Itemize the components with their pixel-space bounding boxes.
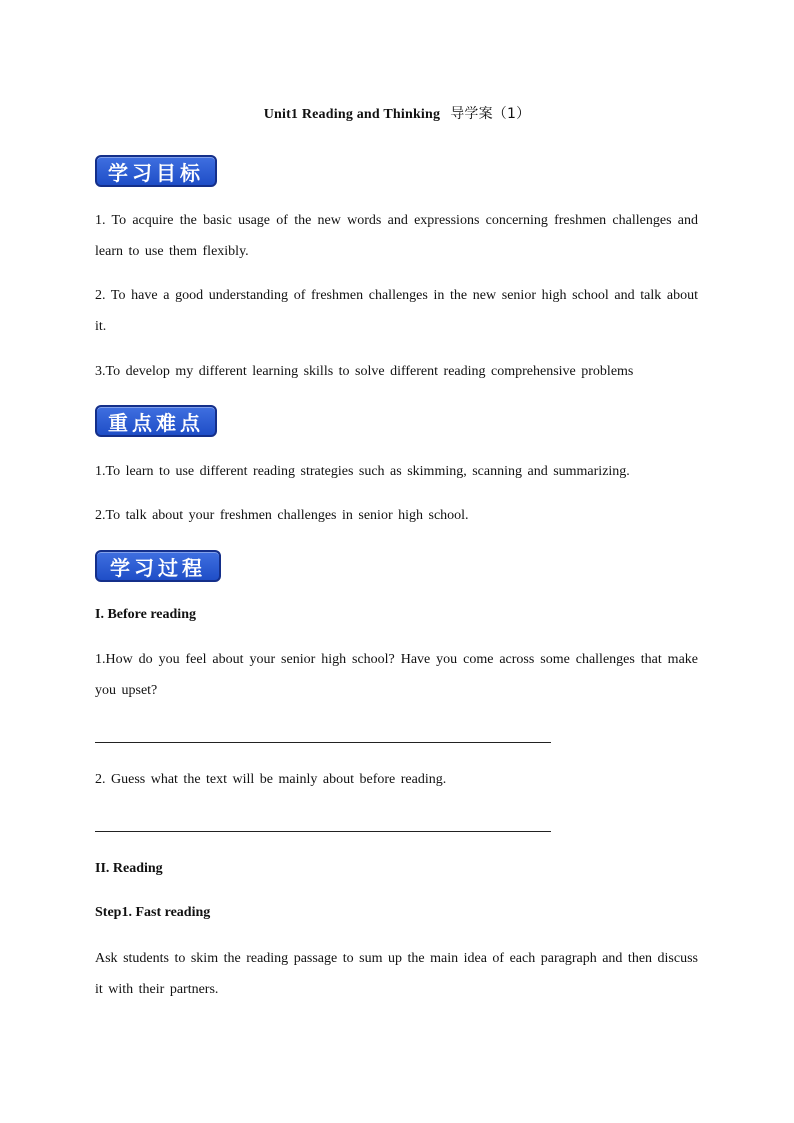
- before-reading-heading: I. Before reading: [95, 607, 196, 622]
- reading-instruction: Ask students to skim the reading passage to sum up the main idea of each paragraph and then discuss it with their partners.: [95, 951, 698, 997]
- question-1: 1.How do you feel about your senior high school? Have you come across some challenges that make you upset?: [95, 652, 698, 698]
- key-points-badge: 重点难点: [95, 405, 217, 437]
- objective-2: 2. To have a good understanding of freshmen challenges in the new senior high school and talk about it.: [95, 288, 698, 334]
- document-title: [0, 103, 794, 123]
- title-chinese: 导学案（1）: [450, 106, 531, 122]
- answer-line-1[interactable]: [95, 742, 551, 743]
- step1-heading: Step1. Fast reading: [95, 905, 211, 920]
- objectives-badge: 学习目标: [95, 155, 217, 187]
- question-2: 2. Guess what the text will be mainly about before reading.: [95, 772, 447, 787]
- key-point-1: 1.To learn to use different reading strategies such as skimming, scanning and summarizing.: [95, 464, 630, 479]
- answer-line-2[interactable]: [95, 831, 551, 832]
- key-point-2: 2.To talk about your freshmen challenges in senior high school.: [95, 508, 469, 523]
- objective-1: 1. To acquire the basic usage of the new words and expressions concerning freshmen challenges and learn to use them flexibly.: [95, 213, 698, 259]
- process-badge: 学习过程: [95, 550, 221, 582]
- objective-3: 3.To develop my different learning skills to solve different reading comprehensive problems: [95, 364, 634, 379]
- reading-heading: II. Reading: [95, 861, 163, 876]
- title-english: Unit1 Reading and Thinking: [263, 107, 441, 122]
